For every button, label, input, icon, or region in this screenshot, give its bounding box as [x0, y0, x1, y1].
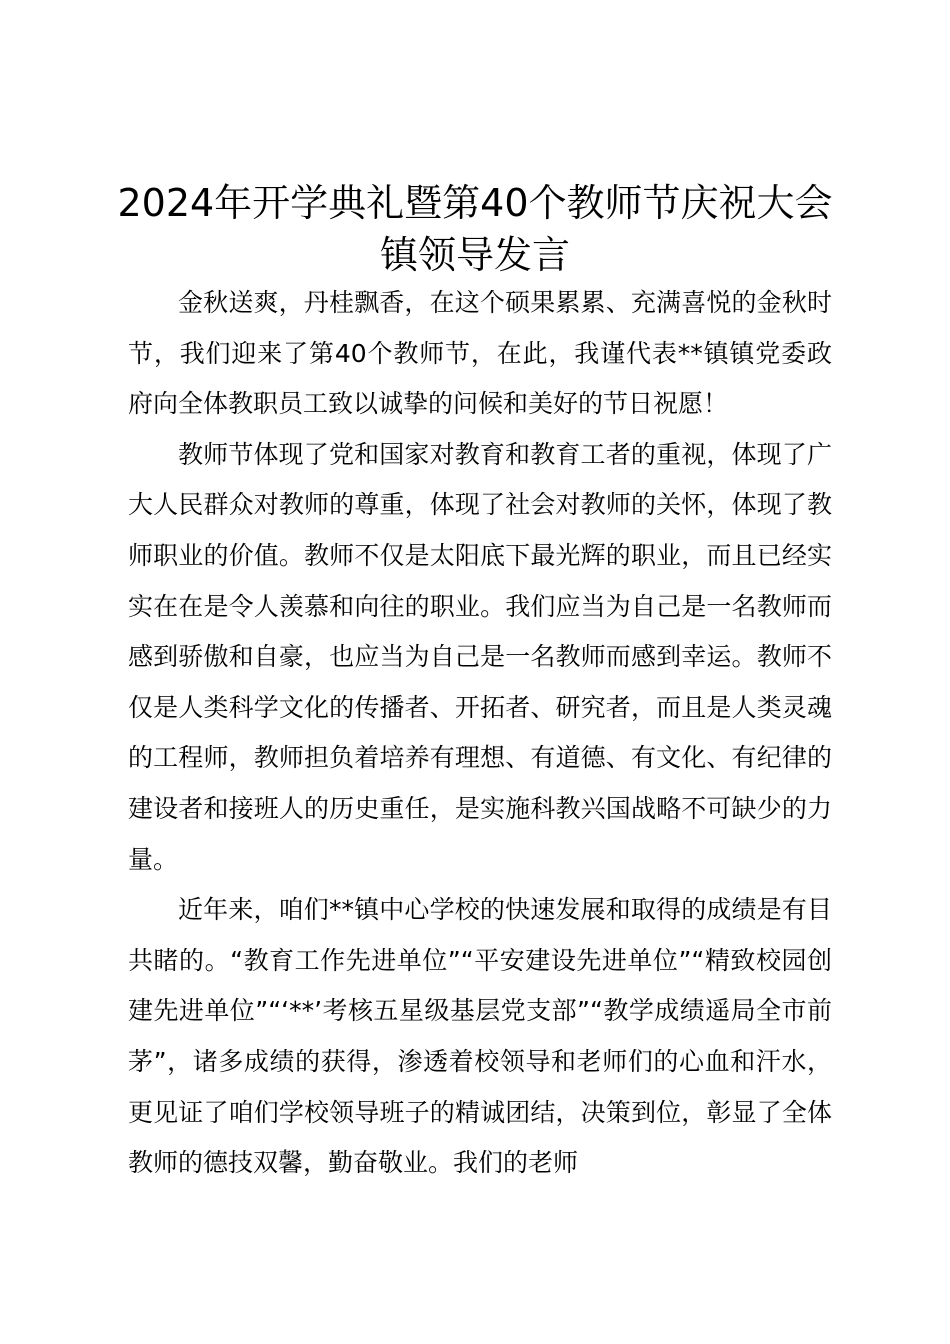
document-body [128, 278, 832, 1189]
paragraph-achievements: 近年来，咱们**镇中心学校的快速发展和取得的成绩是有目共睹的。“教育工作先进单位”“平安建设先进单位”“精致校园创建先进单位”“‘**’考核五星级基层党支部”“教学成绩遥局全市前茅”，诸多成绩的获得，渗透着校领导和老师们的心血和汗水，更见证了咱们学校领导班子的精诚团结，决策到位，彰显了全体教师的德技双馨，勤奋敬业。我们的老师 [128, 895, 832, 1178]
document-title-line-2: 镇领导发言 [379, 233, 570, 277]
paragraph-greeting: 金秋送爽，丹桂飘香，在这个硕果累累、充满喜悦的金秋时节，我们迎来了第40个教师节，在此，我谨代表**镇镇党委政府向全体教职员工致以诚挚的问候和美好的节日祝愿！ [128, 288, 832, 419]
document-title-line-1: 2024年开学典礼暨第40个教师节庆祝大会 [117, 181, 833, 225]
paragraph-teachers-day: 教师节体现了党和国家对教育和教育工者的重视，体现了广大人民群众对教师的尊重，体现了社会对教师的关怀，体现了教师职业的价值。教师不仅是太阳底下最光辉的职业，而且已经实实在在是令人羡慕和向往的职业。我们应当为自己是一名教师而感到骄傲和自豪，也应当为自己是一名教师而感到幸运。教师不仅是人类科学文化的传播者、开拓者、研究者，而且是人类灵魂的工程师，教师担负着培养有理想、有道德、有文化、有纪律的建设者和接班人的历史重任，是实施科教兴国战略不可缺少的力量。 [128, 439, 832, 874]
